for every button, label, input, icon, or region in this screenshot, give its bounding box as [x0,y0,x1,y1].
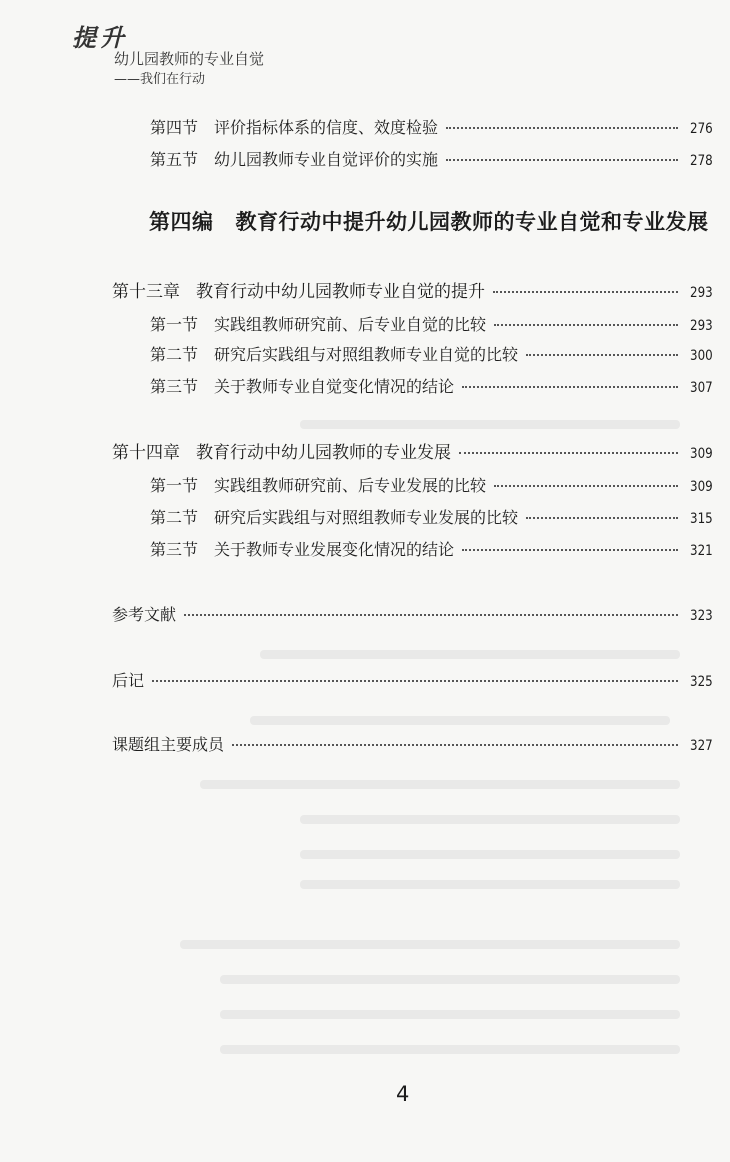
dot-leader [232,744,678,746]
section-number: 第二节 [150,508,199,527]
toc-section-row[interactable] [150,313,713,337]
dot-leader [526,354,678,356]
section-number: 第三节 [150,540,199,559]
dot-leader [184,614,678,616]
section-number: 第四节 [150,118,199,137]
section-title: 研究后实践组与对照组教师专业自觉的比较 [214,345,519,364]
toc-section-row[interactable] [150,375,713,399]
back-matter-title: 后记 [112,671,145,690]
chapter-number: 第十三章 [112,282,180,302]
toc-back-matter-row[interactable] [112,669,713,693]
section-number: 第五节 [150,150,199,169]
part-number: 第四编 [149,209,214,234]
toc-back-matter-row[interactable] [112,603,713,627]
section-number: 第一节 [150,476,199,495]
page-ref: 321 [690,543,713,559]
section-number: 第一节 [150,315,199,334]
section-title: 关于教师专业发展变化情况的结论 [214,540,455,559]
page-ref: 309 [690,479,713,495]
section-number: 第二节 [150,345,199,364]
chapter-title: 教育行动中幼儿园教师的专业发展 [196,443,451,463]
page-number: 4 [396,1082,410,1106]
section-title: 关于教师专业自觉变化情况的结论 [214,377,455,396]
section-title: 实践组教师研究前、后专业发展的比较 [214,476,487,495]
dot-leader [462,386,678,388]
page-ref: 307 [690,380,713,396]
dot-leader [446,127,678,129]
dot-leader [459,452,678,454]
dot-leader [152,680,678,682]
section-title: 评价指标体系的信度、效度检验 [214,118,439,137]
dot-leader [493,291,678,293]
part-heading[interactable] [149,206,709,236]
series-title: 提升 [72,23,128,52]
part-title: 教育行动中提升幼儿园教师的专业自觉和专业发展 [235,209,709,234]
toc-section-row[interactable] [150,343,713,367]
back-matter-title: 课题组主要成员 [112,735,225,754]
page-ref: 293 [690,318,713,334]
dot-leader [462,549,678,551]
section-number: 第三节 [150,377,199,396]
dot-leader [446,159,678,161]
chapter-title: 教育行动中幼儿园教师专业自觉的提升 [196,282,485,302]
page-ref: 323 [690,608,713,624]
toc-section-row[interactable] [150,474,713,498]
toc-section-row[interactable] [150,148,713,172]
page-ref: 278 [690,153,713,169]
page-ref: 300 [690,348,713,364]
chapter-number: 第十四章 [112,443,180,463]
running-header [72,23,372,87]
toc-back-matter-row[interactable] [112,733,713,757]
page-ref: 293 [690,285,713,301]
dot-leader [526,517,678,519]
toc-chapter-row[interactable] [112,280,713,304]
toc-section-row[interactable] [150,116,713,140]
back-matter-title: 参考文献 [112,605,177,624]
toc-section-row[interactable] [150,538,713,562]
page-ref: 276 [690,121,713,137]
page-ref: 309 [690,446,713,462]
book-subtitle: ——我们在行动 [114,72,206,87]
toc-section-row[interactable] [150,506,713,530]
section-title: 实践组教师研究前、后专业自觉的比较 [214,315,487,334]
dot-leader [494,324,678,326]
dot-leader [494,485,678,487]
page-ref: 315 [690,511,713,527]
book-title: 幼儿园教师的专业自觉 [114,50,265,68]
section-title: 幼儿园教师专业自觉评价的实施 [214,150,439,169]
section-title: 研究后实践组与对照组教师专业发展的比较 [214,508,519,527]
toc-chapter-row[interactable] [112,441,713,465]
page-ref: 325 [690,674,713,690]
page-ref: 327 [690,738,713,754]
